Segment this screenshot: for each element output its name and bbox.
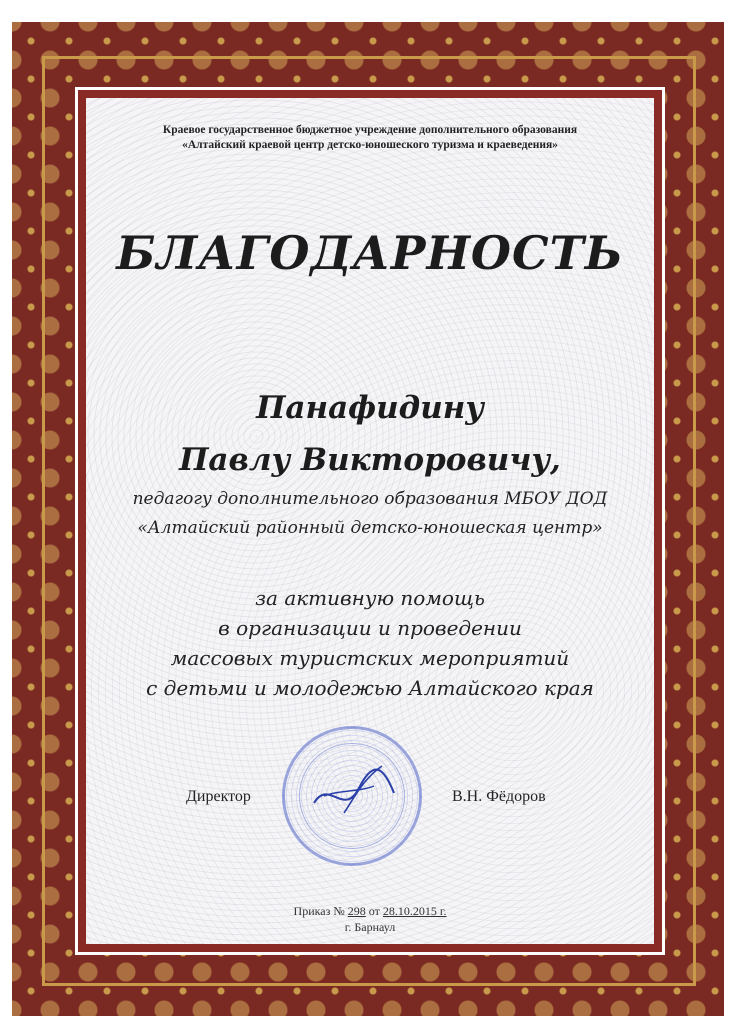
reason-line-4: с детьми и молодежью Алтайского края: [146, 676, 594, 700]
signature-mark: [304, 758, 404, 828]
certificate-title: БЛАГОДАРНОСТЬ: [116, 226, 624, 280]
city: г. Барнаул: [344, 920, 396, 934]
order-date: 28.10.2015 г.: [382, 904, 447, 918]
order-number: 298: [347, 904, 366, 918]
order-reference: [86, 904, 654, 919]
certificate-body: [86, 98, 654, 944]
director-label: Директор: [186, 788, 251, 805]
reason-line-1: за активную помощь: [255, 586, 485, 610]
org-line-1: Краевое государственное бюджетное учреждение дополнительного образования: [162, 124, 578, 136]
recipient-given-names: Павлу Викторовичу,: [179, 442, 561, 478]
recipient-position-2: «Алтайский районный детско-юношеская центр»: [137, 518, 603, 538]
recipient-position-1: педагогу дополнительного образования МБОУ ДОД: [132, 489, 608, 509]
director-name: В.Н. Фёдоров: [452, 788, 546, 805]
reason-line-3: массовых туристских мероприятий: [170, 646, 570, 670]
org-line-2: «Алтайский краевой центр детско-юношеского туризма и краеведения»: [182, 139, 558, 151]
order-prefix: Приказ №: [293, 904, 345, 918]
recipient-surname: Панафидину: [256, 390, 484, 426]
reason-line-2: в организации и проведении: [218, 616, 522, 640]
order-from: от: [368, 904, 380, 918]
